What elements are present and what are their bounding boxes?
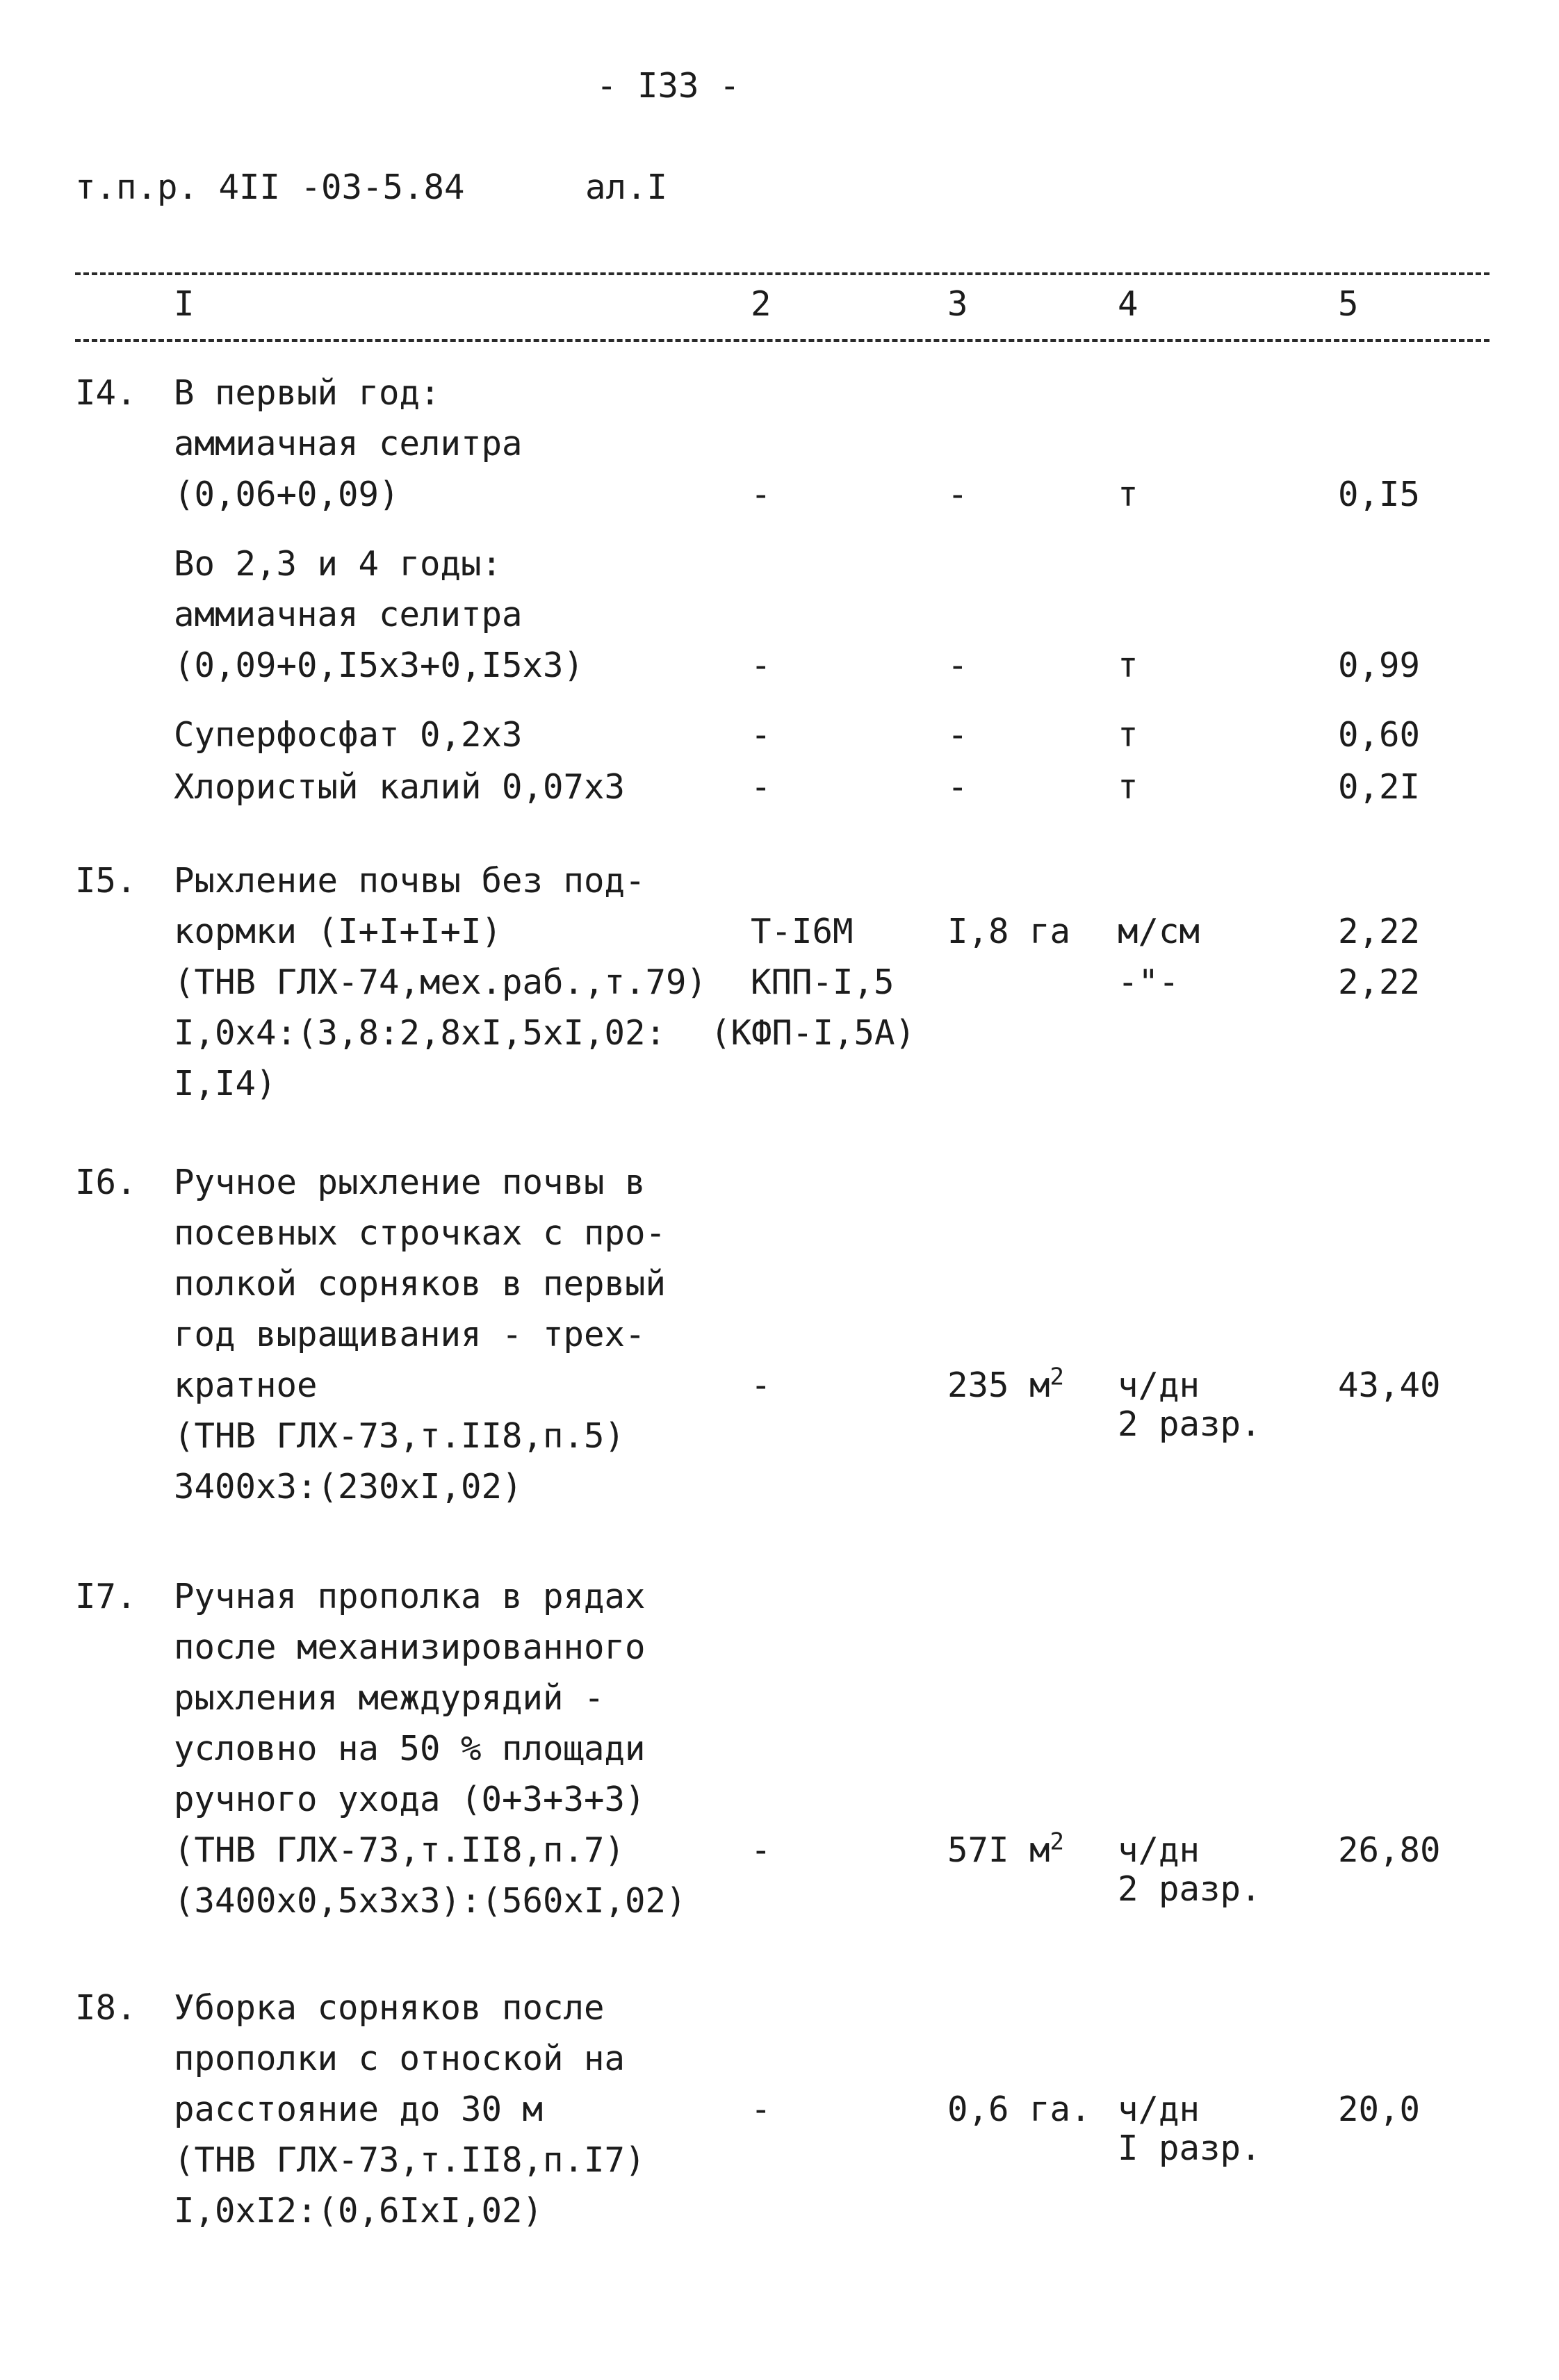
col2-value: - — [751, 767, 772, 807]
item-number: I6. — [75, 1163, 137, 1202]
item-text-line: полкой сорняков в первый — [174, 1264, 667, 1304]
col3-value: 235 $м^2$ — [947, 1363, 1064, 1405]
column-header-4: 4 — [1118, 284, 1138, 324]
item-text-line: аммиачная селитра — [174, 424, 523, 463]
item-text-line: Уборка сорняков после — [174, 1988, 605, 2028]
superscript-unit: 2 — [1050, 1828, 1064, 1856]
col2-value: - — [751, 1830, 772, 1870]
col2-value: - — [751, 715, 772, 755]
item-text-line: кратное — [174, 1365, 318, 1405]
table-header-rule-bottom — [75, 339, 1489, 342]
col4-value: ч/дн — [1118, 2090, 1200, 2129]
col4-value: ч/дн — [1118, 1830, 1200, 1870]
col3-value: 0,6 га. — [947, 2090, 1091, 2129]
column-header-1: I — [174, 284, 195, 324]
col5-value: 0,2I — [1338, 767, 1421, 807]
col4-value: ч/дн — [1118, 1365, 1200, 1405]
item-text-line: ручного ухода (0+3+3+3) — [174, 1780, 646, 1819]
col5-value: 0,99 — [1338, 646, 1421, 685]
item-number: I5. — [75, 861, 137, 901]
item-text-line: Хлористый калий 0,07x3 — [174, 767, 626, 807]
col5-value: 0,I5 — [1338, 475, 1421, 514]
item-text-line: (3400x0,5x3x3):(560xI,02) — [174, 1881, 687, 1921]
column-header-3: 3 — [947, 284, 968, 324]
col2-value: - — [751, 475, 772, 514]
table-header-rule-top — [75, 272, 1489, 275]
item-text-line: расстояние до 30 м — [174, 2090, 544, 2129]
col3-value: - — [947, 715, 968, 755]
col4-value: т — [1118, 475, 1138, 514]
document-reference: т.п.р. 4II -03-5.84 — [75, 167, 465, 207]
item-text-line: (0,09+0,I5x3+0,I5x3) — [174, 646, 585, 685]
col4-value: -"- — [1118, 962, 1180, 1002]
col4-value: 2 разр. — [1118, 1869, 1262, 1909]
col5-value: 0,60 — [1338, 715, 1421, 755]
col4-value: т — [1118, 646, 1138, 685]
item-text-line: (ТНВ ГЛХ-73,т.II8,п.I7) — [174, 2140, 646, 2180]
col2-value: - — [751, 1365, 772, 1405]
col5-value: 43,40 — [1338, 1365, 1441, 1405]
col5-value: 20,0 — [1338, 2090, 1421, 2129]
col4-value: т — [1118, 767, 1138, 807]
item-text-line: Ручная прополка в рядах — [174, 1577, 646, 1616]
col3-value: - — [947, 475, 968, 514]
col4-value: м/см — [1118, 912, 1200, 951]
item-text-line: посевных строчках с про- — [174, 1213, 667, 1253]
item-text-line: аммиачная селитра — [174, 595, 523, 634]
item-text-line: (ТНВ ГЛХ-74,мех.раб.,т.79) — [174, 962, 708, 1002]
column-header-5: 5 — [1338, 284, 1359, 324]
item-text-line: кормки (I+I+I+I) — [174, 912, 503, 951]
col5-value: 2,22 — [1338, 912, 1421, 951]
item-text-line: (0,06+0,09) — [174, 475, 400, 514]
col2-value: (КФП-I,5А) — [710, 1013, 916, 1053]
sheet-label: ал.I — [585, 167, 668, 207]
item-text-line: Ручное рыхление почвы в — [174, 1163, 646, 1202]
item-number: I4. — [75, 373, 137, 413]
item-number: I7. — [75, 1577, 137, 1616]
col3-value: I,8 га — [947, 912, 1071, 951]
item-text-line: В первый год: — [174, 373, 441, 413]
col3-value: - — [947, 767, 968, 807]
item-text-line: рыхления междурядий - — [174, 1678, 605, 1718]
item-text-line: 3400x3:(230xI,02) — [174, 1467, 523, 1507]
item-number: I8. — [75, 1988, 137, 2028]
col2-value: КПП-I,5 — [751, 962, 895, 1002]
item-text-line: Рыхление почвы без под- — [174, 861, 646, 901]
item-text-line: (ТНВ ГЛХ-73,т.II8,п.7) — [174, 1830, 626, 1870]
item-text-line: условно на 50 % площади — [174, 1729, 646, 1768]
col4-value: 2 разр. — [1118, 1404, 1262, 1444]
col4-value: I разр. — [1118, 2128, 1262, 2168]
item-text-line: после механизированного — [174, 1627, 646, 1667]
col5-value: 26,80 — [1338, 1830, 1441, 1870]
superscript-unit: 2 — [1050, 1363, 1064, 1391]
item-text-line: Суперфосфат 0,2x3 — [174, 715, 523, 755]
page-number: - I33 - — [596, 66, 740, 106]
item-text-line: I,0xI2:(0,6IxI,02) — [174, 2191, 544, 2231]
col4-value: т — [1118, 715, 1138, 755]
item-text-line: (ТНВ ГЛХ-73,т.II8,п.5) — [174, 1416, 626, 1456]
item-text-line: I,I4) — [174, 1064, 277, 1103]
col2-value: - — [751, 2090, 772, 2129]
column-header-2: 2 — [751, 284, 772, 324]
col2-value: - — [751, 646, 772, 685]
col5-value: 2,22 — [1338, 962, 1421, 1002]
col3-value: - — [947, 646, 968, 685]
item-text-line: прополки с отноской на — [174, 2039, 626, 2078]
col2-value: Т-I6М — [751, 912, 854, 951]
item-text-line: Во 2,3 и 4 годы: — [174, 544, 503, 584]
item-text-line: I,0x4:(3,8:2,8xI,5xI,02: — [174, 1013, 667, 1053]
col3-value: 57I $м^2$ — [947, 1828, 1064, 1870]
item-text-line: год выращивания - трех- — [174, 1315, 646, 1354]
